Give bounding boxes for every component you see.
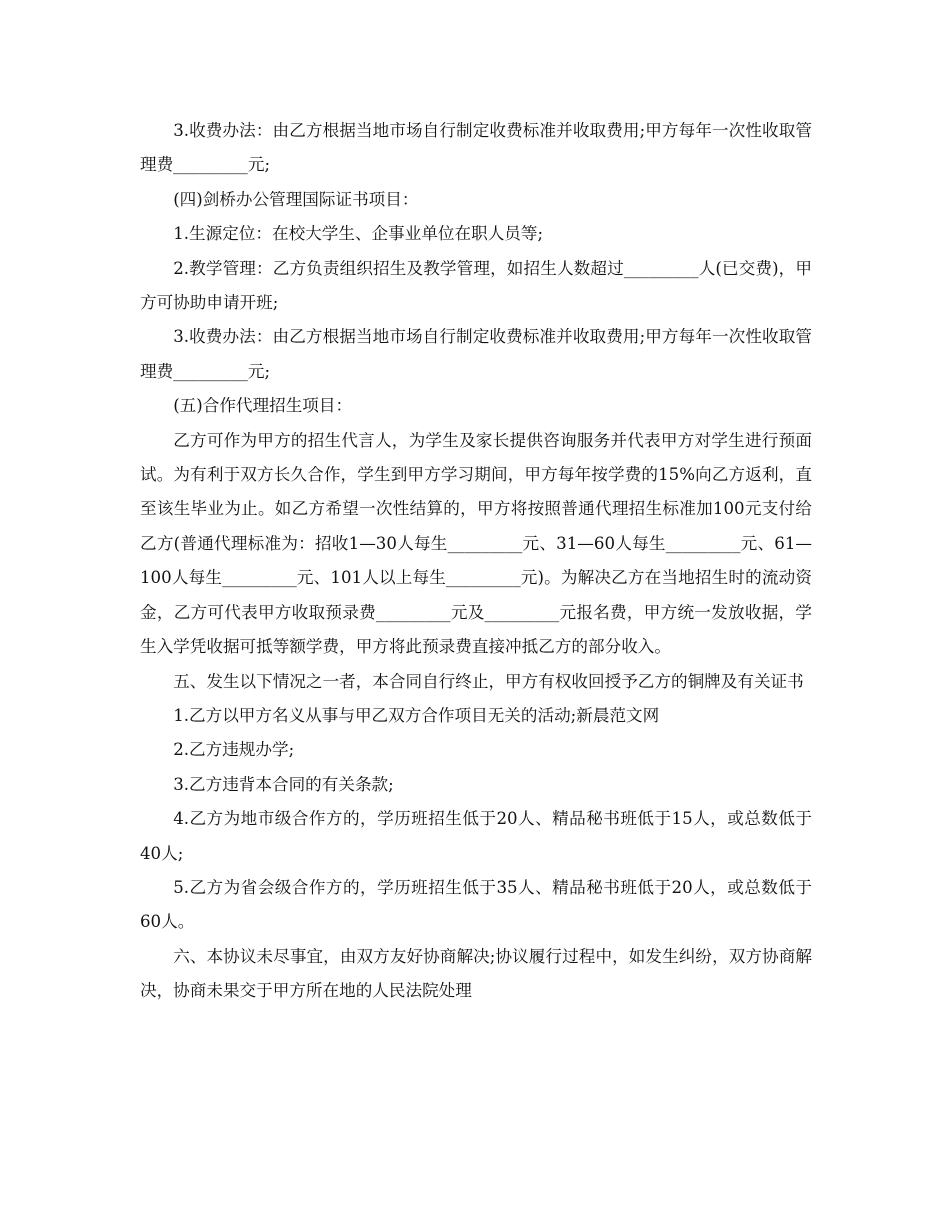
list-item-termination-5: 5.乙方为省会级合作方的，学历班招生低于35人、精品秘书班低于20人，或总数低于60人。 <box>140 877 812 932</box>
list-item-termination-1: 1.乙方以甲方名义从事与甲乙双方合作项目无关的活动;新晨范文网 <box>173 705 660 725</box>
paragraph-student-positioning: 1.生源定位：在校大学生、企事业单位在职人员等; <box>173 224 544 244</box>
paragraph-fee-method-1: 3.收费办法：由乙方根据当地市场自行制定收费标准并收取费用;甲方每年一次性收取管理费_________元; <box>140 121 812 175</box>
paragraph-agency-terms: 乙方可作为甲方的招生代言人，为学生及家长提供咨询服务并代表甲方对学生进行预面试。为有利于双方长久合作，学生到甲方学习期间，甲方每年按学费的15%向乙方返利，直至该生毕业为止。如乙方希望一次性结算的，甲方将按照普通代理招生标准加100元支付给乙方(普通代理标准为：招收1—30人每生_________元、31—60人每生_________元、61—100人每生_________元、101人以上每生_________元)。为解决乙方在当地招生时的流动资金，乙方可代表甲方收取预录费_________元及_________元报名费，甲方统一发放收据，学生入学凭收据可抵等额学费，甲方将此预录费直接冲抵乙方的部分收入。 <box>140 430 812 657</box>
section-heading-agency-enrollment: (五)合作代理招生项目： <box>173 396 353 416</box>
document-body <box>140 114 812 1009</box>
list-item-termination-2: 2.乙方违规办学; <box>173 740 295 760</box>
section-heading-cambridge-office: (四)剑桥办公管理国际证书项目： <box>173 189 419 209</box>
section-heading-termination: 五、发生以下情况之一者，本合同自行终止，甲方有权收回授予乙方的铜牌及有关证书 <box>173 671 804 691</box>
list-item-termination-3: 3.乙方违背本合同的有关条款; <box>173 774 394 794</box>
paragraph-dispute-resolution: 六、本协议未尽事宜，由双方友好协商解决;协议履行过程中，如发生纠纷，双方协商解决，协商未果交于甲方所在地的人民法院处理 <box>140 946 812 1001</box>
paragraph-teaching-management: 2.教学管理：乙方负责组织招生及教学管理，如招生人数超过_________人(已交费)，甲方可协助申请开班; <box>140 258 812 313</box>
list-item-termination-4: 4.乙方为地市级合作方的，学历班招生低于20人、精品秘书班低于15人，或总数低于40人; <box>140 809 812 863</box>
paragraph-fee-method-2: 3.收费办法：由乙方根据当地市场自行制定收费标准并收取费用;甲方每年一次性收取管理费_________元; <box>140 327 812 381</box>
